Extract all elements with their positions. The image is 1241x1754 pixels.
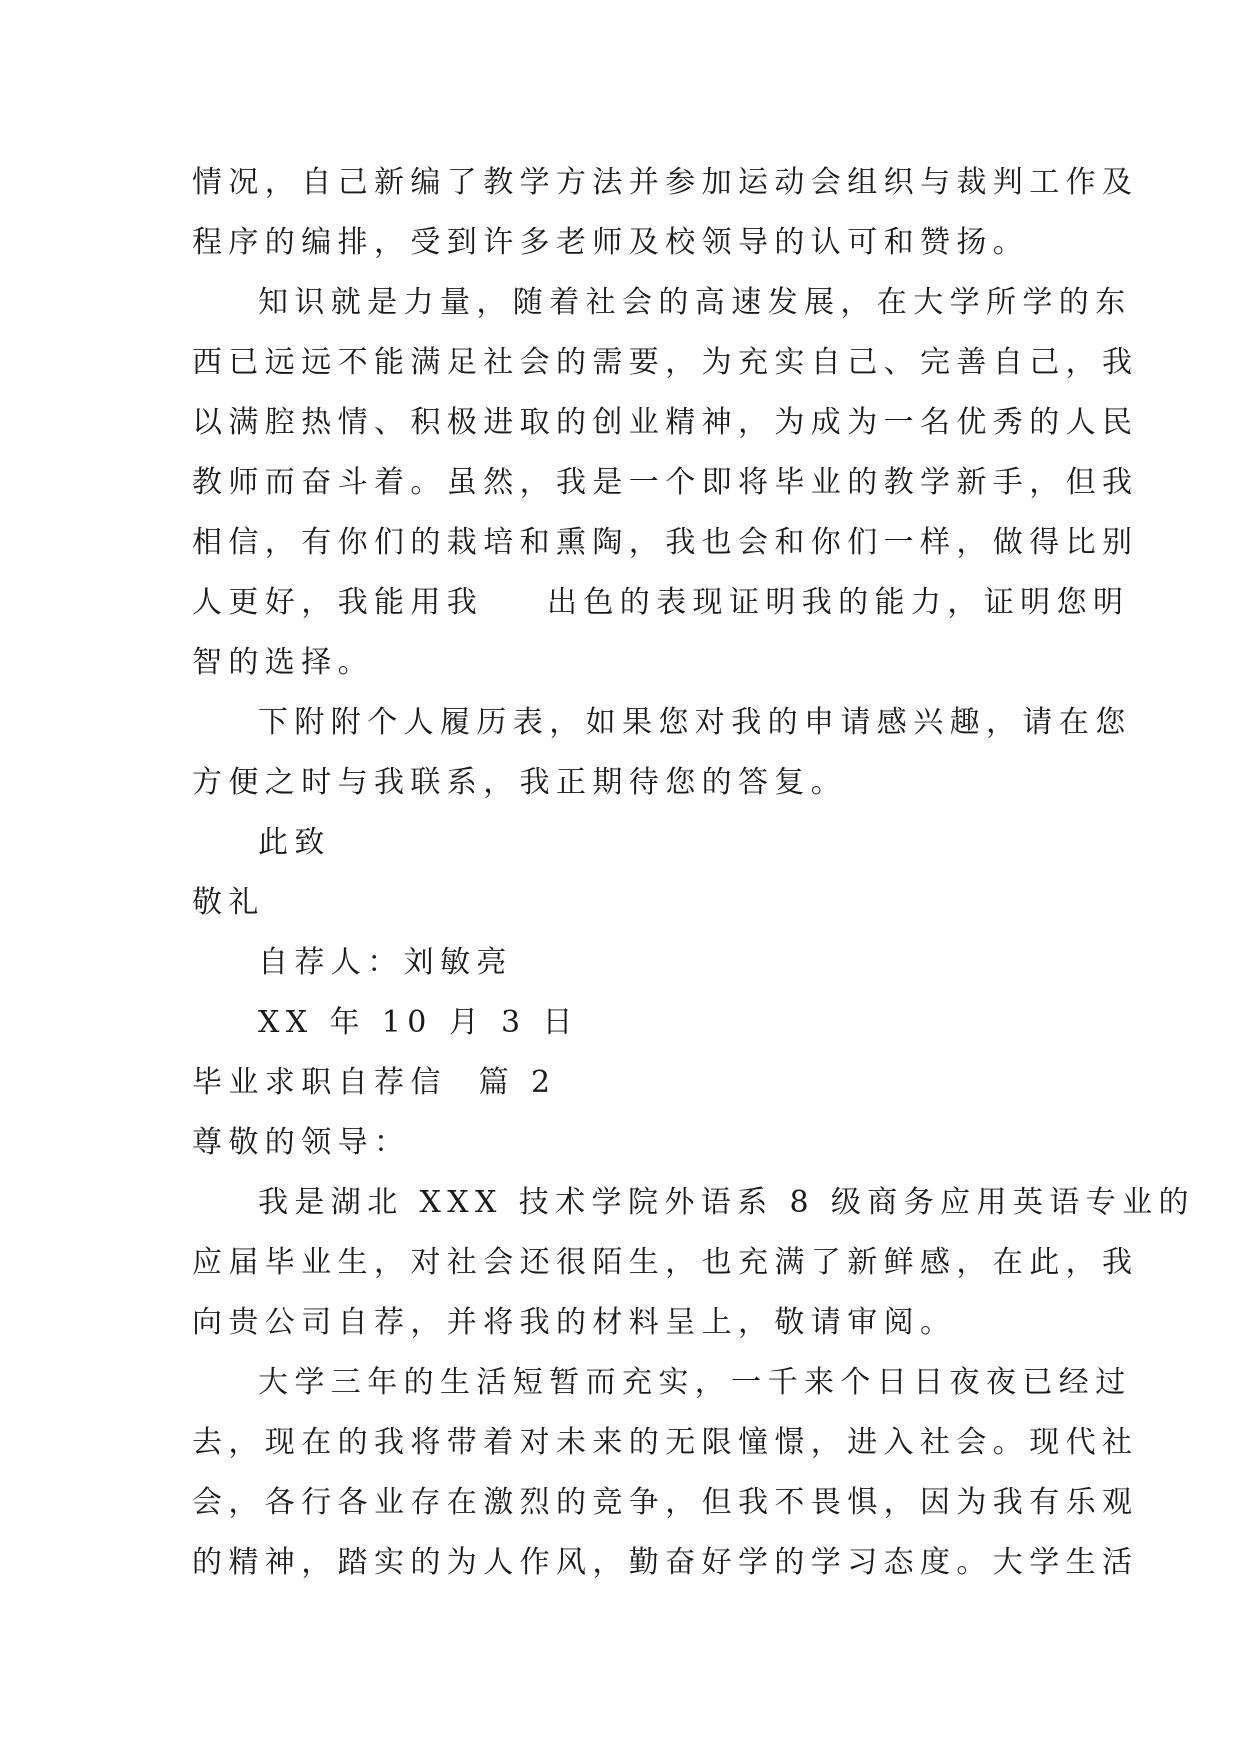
greeting-line: 尊敬的领导： bbox=[192, 1125, 411, 1160]
paragraph-start-line: 我是湖北 XXX 技术学院外语系 8 级商务应用英语专业的 bbox=[258, 1185, 1195, 1220]
closing-regards: 敬礼 bbox=[192, 885, 265, 920]
text-line: 的精神，踏实的为人作风，勤奋好学的学习态度。大学生活 bbox=[192, 1545, 1139, 1580]
text-line: 西已远远不能满足社会的需要，为充实自己、完善自己，我 bbox=[192, 345, 1139, 380]
paragraph-start-line: 知识就是力量，随着社会的高速发展，在大学所学的东 bbox=[258, 285, 1132, 320]
text-line: 程序的编排，受到许多老师及校领导的认可和赞扬。 bbox=[192, 225, 1030, 260]
text-line: 会，各行各业存在激烈的竞争，但我不畏惧，因为我有乐观 bbox=[192, 1485, 1139, 1520]
text-line: 以满腔热情、积极进取的创业精神，为成为一名优秀的人民 bbox=[192, 405, 1139, 440]
closing-salutation: 此致 bbox=[258, 825, 331, 860]
text-line: 向贵公司自荐，并将我的材料呈上，敬请审阅。 bbox=[192, 1305, 957, 1340]
section-heading: 毕业求职自荐信 篇 2 bbox=[192, 1065, 557, 1100]
text-line: 教师而奋斗着。虽然，我是一个即将毕业的教学新手，但我 bbox=[192, 465, 1139, 500]
text-line: 智的选择。 bbox=[192, 645, 374, 680]
text-line: 情况，自己新编了教学方法并参加运动会组织与裁判工作及 bbox=[192, 165, 1139, 200]
text-line: 相信，有你们的栽培和熏陶，我也会和你们一样，做得比别 bbox=[192, 525, 1139, 560]
signature-line: 自荐人：刘敏亮 bbox=[258, 945, 513, 980]
paragraph-start-line: 大学三年的生活短暂而充实，一千来个日日夜夜已经过 bbox=[258, 1365, 1132, 1400]
text-line: 应届毕业生，对社会还很陌生，也充满了新鲜感，在此，我 bbox=[192, 1245, 1139, 1280]
text-line: 人更好，我能用我 出色的表现证明我的能力，证明您明 bbox=[192, 585, 1130, 620]
text-line: 方便之时与我联系，我正期待您的答复。 bbox=[192, 765, 848, 800]
date-line: XX 年 10 月 3 日 bbox=[258, 1005, 579, 1040]
paragraph-start-line: 下附附个人履历表，如果您对我的申请感兴趣，请在您 bbox=[258, 705, 1132, 740]
text-line: 去，现在的我将带着对未来的无限憧憬，进入社会。现代社 bbox=[192, 1425, 1139, 1460]
